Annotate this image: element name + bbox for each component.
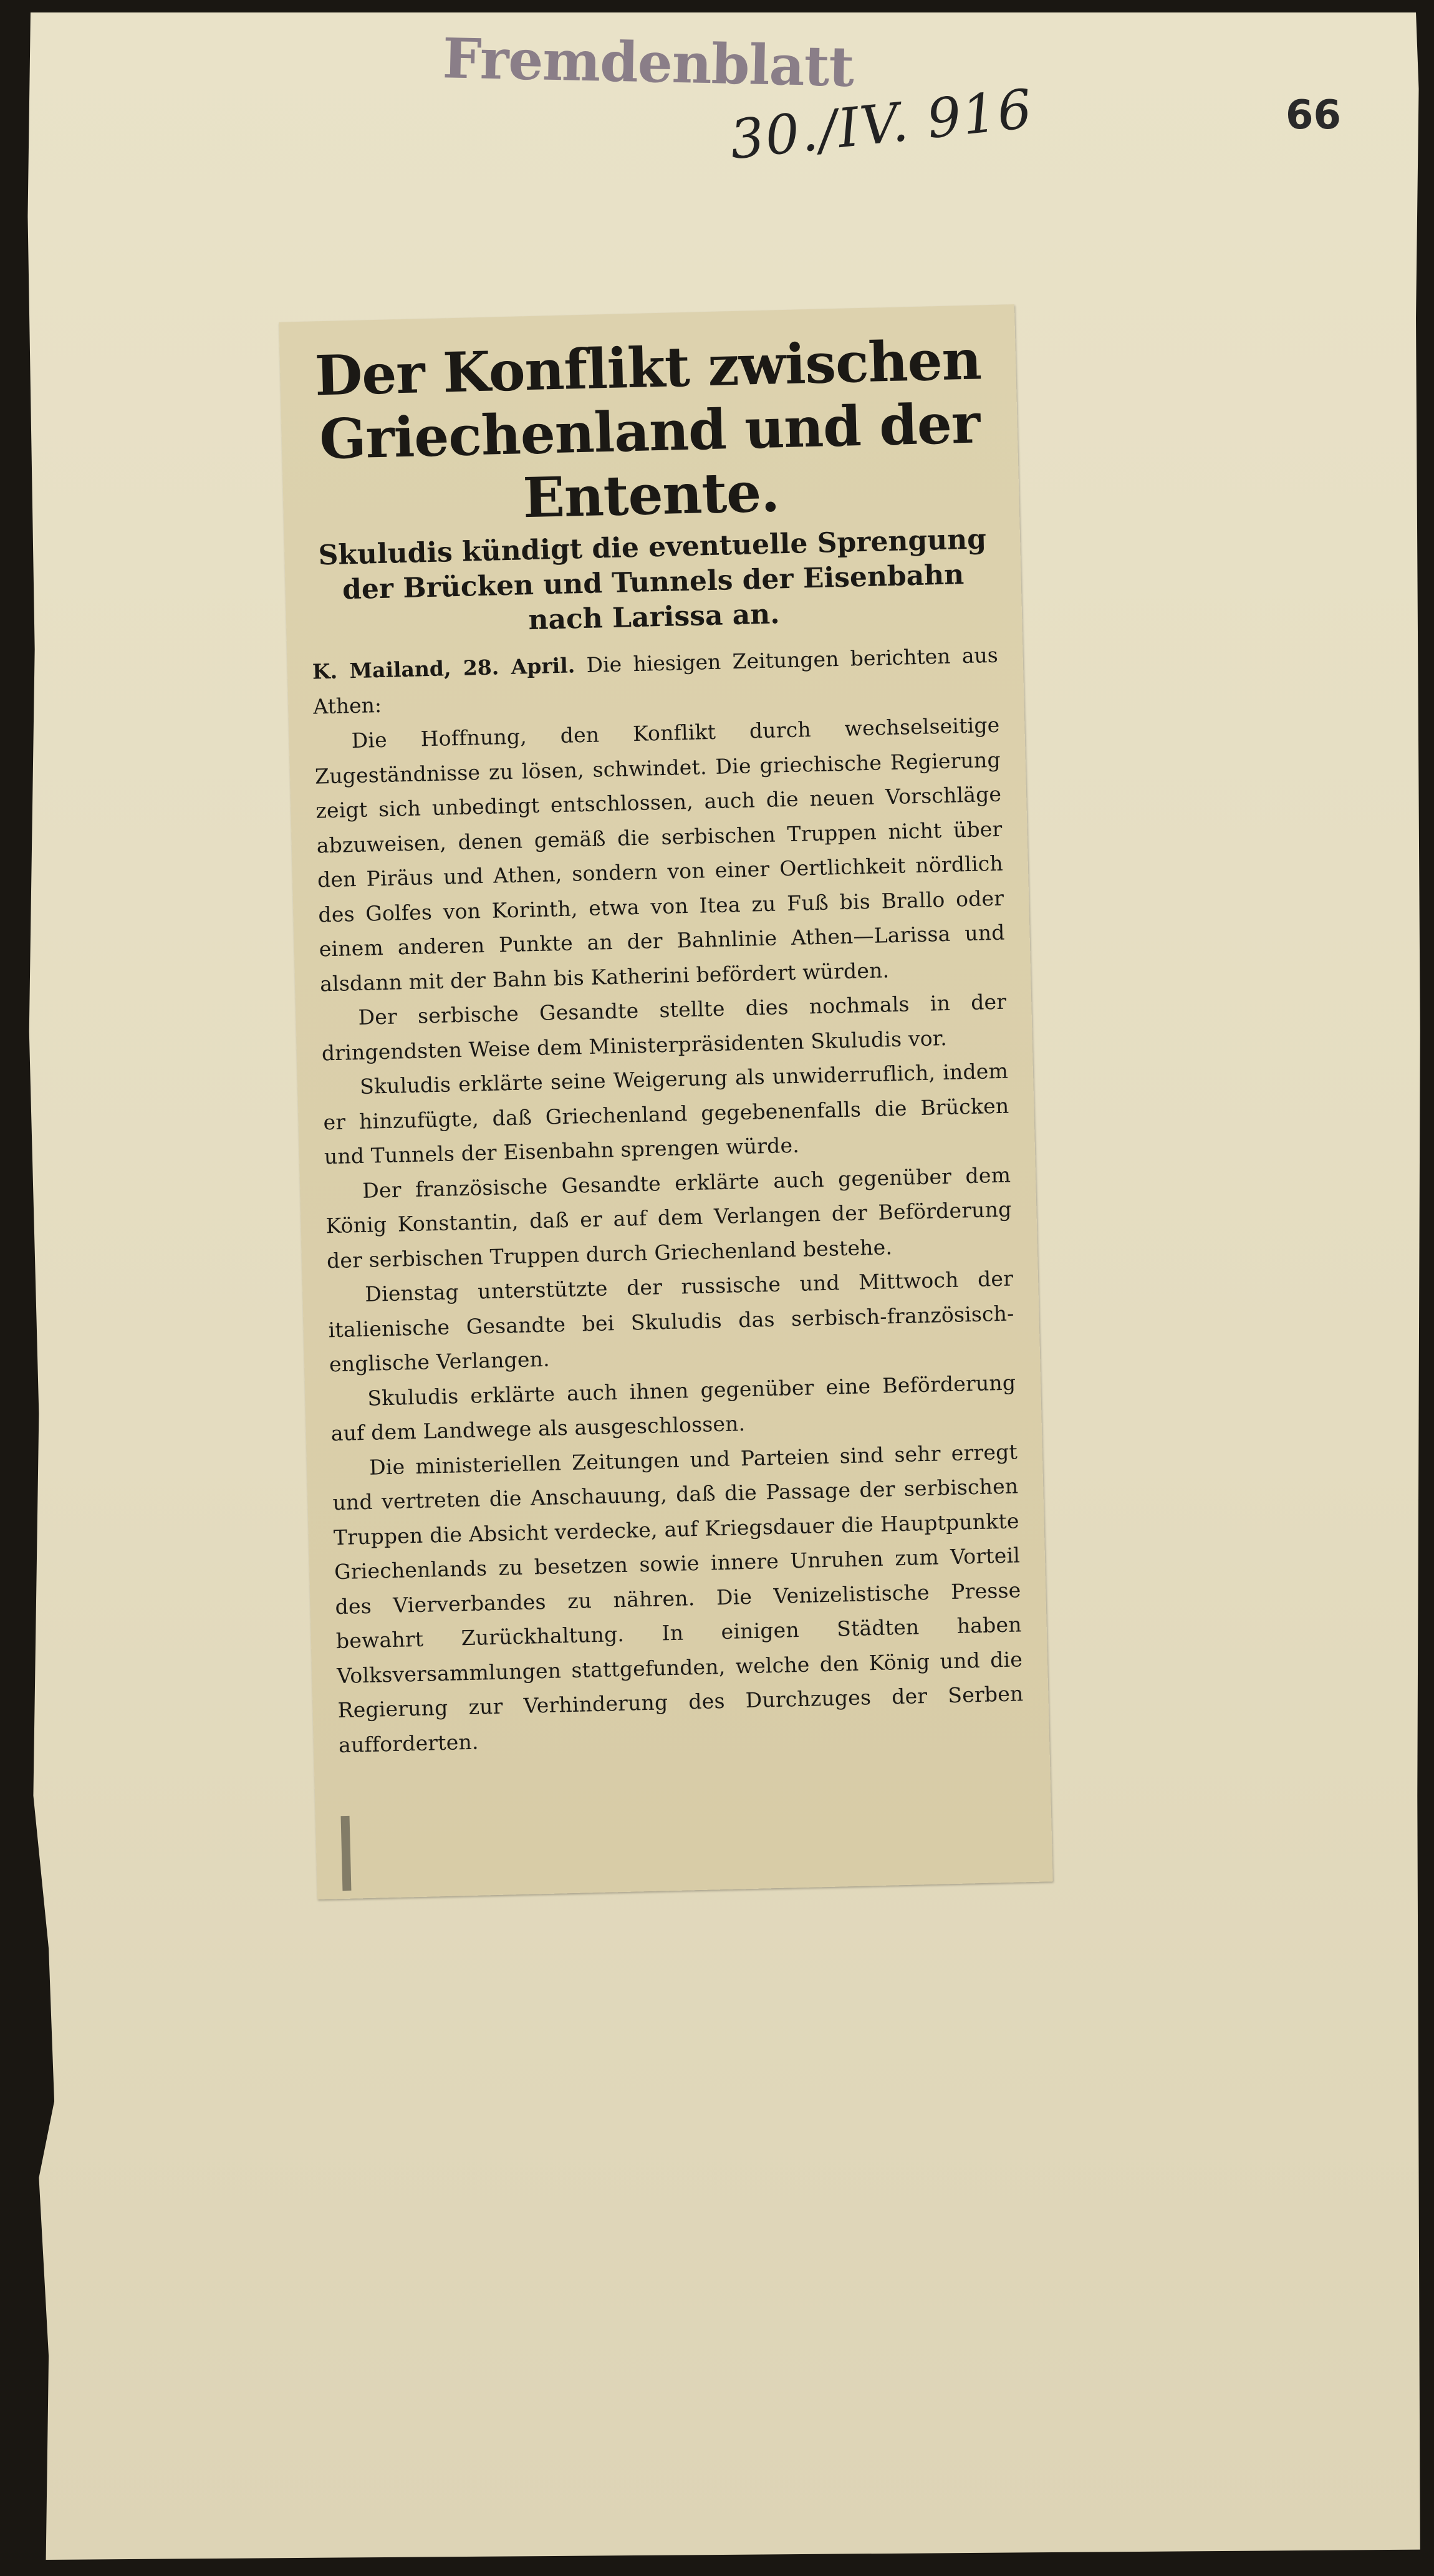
article-paragraph: Dienstag unterstützte der russische und Mittwoch der italienische Gesandte bei Skuludis das serbisch-französisch-englische Verlangen. — [328, 1266, 1014, 1377]
article-paragraph: Die Hoffnung, den Konflikt durch wechselseitige Zugeständnisse zu lösen, schwindet. Die griechische Regierung zeigt sich unbedingt entschlossen, auch die neuen Vorschläge abzuweisen, denen gemäß die serbischen Truppen nicht über den Piräus und Athen, sondern von einer Oertlichkeit nördlich des Golfes von Korinth, etwa von Itea zu Fuß bis Brallo oder einem anderen Punkte an der Bahnlinie Athen—Larissa und alsdann mit der Bahn bis Katherini befördert würden. — [314, 712, 1005, 996]
article-headline: Der Konflikt zwischen Griechenland und der Entente. — [314, 327, 982, 531]
article-paragraph: Die ministeriellen Zeitungen und Parteien sind sehr erregt und vertreten die Anschauung, daß die Passage der serbischen Truppen die Absicht verdecke, auf Kriegsdauer die Hauptpunkte Griechenlands zu besetzen sowie innere Unruhen zum Vorteil des Vierverbandes zu nähren. Die Venizelistische Presse bewahrt Zurückhaltung. In einigen Städten haben Volksversammlungen stattgefunden, welche den König und die Regierung zur Verhinderung des Durchzuges der Serben aufforderten. — [332, 1439, 1024, 1757]
article-paragraph: Der französische Gesandte erklärte auch gegenüber dem König Konstantin, daß er auf dem Verlangen der Beförderung der serbischen Truppen durch Griechenland bestehe. — [325, 1162, 1012, 1273]
dateline-location: K. Mailand, 28. April. — [312, 653, 575, 684]
newspaper-clipping — [279, 304, 1052, 1899]
handwritten-date: 30./IV. 916 — [727, 77, 1036, 172]
dateline-text: Die hiesigen Zeitungen berichten aus Athen: — [312, 642, 999, 719]
newspaper-stamp: Fremdenblatt — [441, 26, 855, 99]
ink-edge-mark — [341, 1816, 352, 1891]
article-paragraph: Skuludis erklärte auch ihnen gegenüber eine Beförderung auf dem Landwege als ausgeschlossen. — [330, 1369, 1016, 1446]
article-paragraph: Der serbische Gesandte stellte dies nochmals in der dringendsten Weise dem Ministerpräsidenten Skuludis vor. — [321, 989, 1007, 1065]
article-subheadline: Skuludis kündigt die eventuelle Sprengung der Brücken und Tunnels der Eisenbahn nach Larissa an. — [318, 523, 987, 637]
page-number: 66 — [1286, 92, 1342, 138]
article-paragraph: Skuludis erklärte seine Weigerung als unwiderruflich, indem er hinzufügte, daß Griechenland gegebenenfalls die Brücken und Tunnels der Eisenbahn sprengen würde. — [323, 1058, 1009, 1169]
